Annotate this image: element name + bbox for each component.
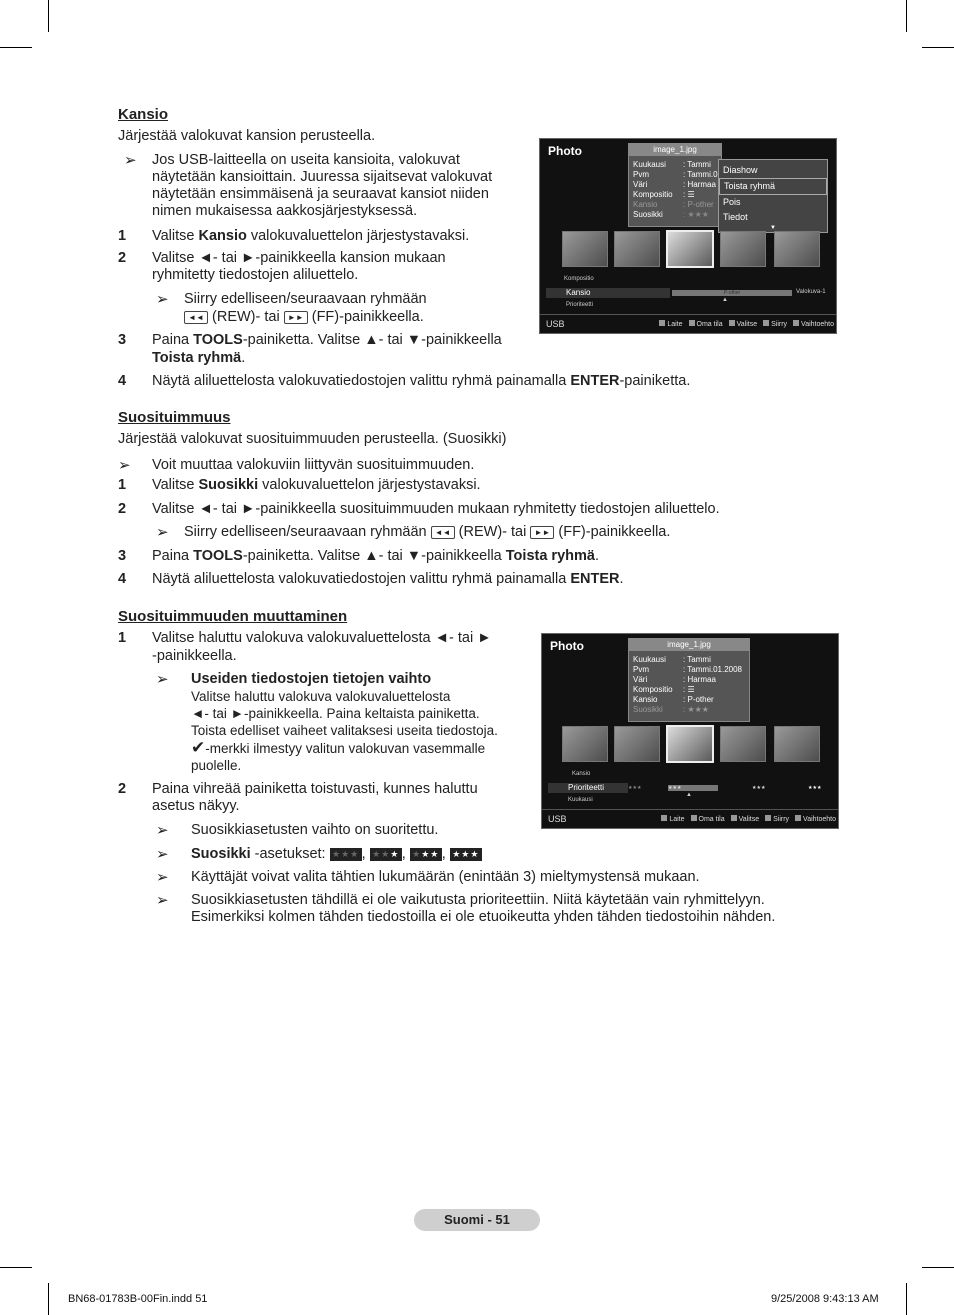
screen-title: Photo [548, 144, 582, 158]
scroll-down-icon: ▼ [770, 225, 776, 231]
sort-option: Kuukausi [568, 797, 593, 803]
checkmark-icon: ✔ [191, 738, 206, 757]
rew-key-icon: ◄◄ [431, 526, 455, 539]
kansio-step4: Näytä aliluettelosta valokuvatiedostojen valittu ryhmä painamalla ENTER-painiketta. [152, 373, 691, 389]
next-group: Valokuva-1 [796, 289, 826, 295]
sub-title: Useiden tiedostojen tietojen vaihto [191, 671, 432, 687]
photo-thumbnail[interactable] [614, 231, 660, 267]
step-number: 1 [118, 228, 127, 244]
suosituimmuus-intro: Järjestää valokuvat suosituimmuuden perusteella. (Suosikki) [118, 431, 507, 447]
star-setting-3: ★★★ [450, 848, 482, 861]
photo-thumbnail[interactable] [562, 231, 608, 267]
note-line: Käyttäjät voivat valita tähtien lukumäärän (enintään 3) mieltymystensä mukaan. [191, 869, 700, 885]
photo-screen-2 [541, 633, 839, 829]
usb-label: USB [548, 814, 567, 824]
note-arrow-icon: ➢ [124, 152, 137, 169]
note-line: Suosikkiasetusten vaihto on suoritettu. [191, 822, 439, 838]
kansio-step2-note: ◄◄ (REW)- tai ►► (FF)-painikkeella. [184, 309, 424, 326]
sub-check-line: ✔-merkki ilmestyy valitun valokuvan vasemmalle [191, 738, 486, 757]
print-datetime: 9/25/2008 9:43:13 AM [771, 1293, 879, 1305]
kansio-intro: Järjestää valokuvat kansion perusteella. [118, 128, 376, 144]
crop-mark [922, 1267, 954, 1268]
note-arrow-icon: ➢ [118, 457, 131, 474]
note-arrow-icon: ➢ [156, 291, 169, 308]
suosituimmuus-step2: Valitse ◄- tai ►-painikkeella suosituimmuuden mukaan ryhmitetty tiedostojen aliluettelo. [152, 501, 720, 517]
sort-selected[interactable]: Kansio [546, 288, 670, 298]
sort-option: Prioriteetti [566, 302, 594, 308]
step-number: 1 [118, 477, 127, 493]
muuttaminen-step2-line: asetus näkyy. [152, 798, 240, 814]
step-number: 2 [118, 501, 127, 517]
photo-thumbnail[interactable] [720, 726, 766, 762]
photo-thumbnail-selected[interactable] [666, 725, 714, 763]
sub-line: Toista edelliset vaiheet valitaksesi useita tiedostoja. [191, 723, 498, 738]
step-number: 2 [118, 250, 127, 266]
crop-mark [0, 1267, 32, 1268]
menu-item-diashow[interactable]: Diashow [723, 165, 758, 175]
photo-screen-1 [539, 138, 837, 334]
step-number: 3 [118, 332, 127, 348]
menu-item-tiedot[interactable]: Tiedot [723, 212, 748, 222]
star-setting-1: ★★★ [370, 848, 402, 861]
note-line: Esimerkiksi kolmen tähden tiedostoilla ei ole etuoikeutta yhden tähden tiedostoihin nähden. [191, 909, 776, 925]
screen-footer [542, 809, 838, 828]
kansio-step3-line2: Toista ryhmä. [152, 350, 246, 366]
file-name: image_1.jpg [629, 639, 749, 651]
star-setting-0: ★★★ [330, 848, 362, 861]
photo-thumbnail[interactable] [774, 231, 820, 267]
ff-key-icon: ►► [284, 311, 308, 324]
sort-option: Kansio [572, 771, 591, 777]
crop-mark [922, 47, 954, 48]
ff-key-icon: ►► [530, 526, 554, 539]
photo-thumbnail[interactable] [774, 726, 820, 762]
photo-thumbnail-selected[interactable] [666, 230, 714, 268]
usb-label: USB [546, 319, 565, 329]
suosituimmuus-step1: Valitse Suosikki valokuvaluettelon järjestystavaksi. [152, 477, 481, 493]
muuttaminen-step2-line: Paina vihreää painiketta toistuvasti, kunnes haluttu [152, 781, 478, 797]
menu-item-pois[interactable]: Pois [723, 197, 741, 207]
muuttaminen-step1-line: Valitse haluttu valokuva valokuvaluettelosta ◄- tai ► [152, 630, 492, 646]
muuttaminen-heading: Suosituimmuuden muuttaminen [118, 608, 348, 625]
crop-mark [48, 1283, 49, 1315]
star-groups: ★★★ ★★★ ★★★ ★★★ [628, 785, 822, 791]
step-number: 1 [118, 630, 127, 646]
group-bar: P-other [672, 290, 792, 296]
note-arrow-icon: ➢ [156, 846, 169, 863]
kansio-step2-line: Valitse ◄- tai ►-painikkeella kansion mukaan [152, 250, 446, 266]
screen-footer [540, 314, 836, 333]
note-arrow-icon: ➢ [156, 671, 169, 688]
note-arrow-icon: ➢ [156, 869, 169, 886]
sub-line: Valitse haluttu valokuva valokuvaluettelosta [191, 689, 451, 704]
suosituimmuus-heading: Suosituimmuus [118, 409, 231, 426]
tools-menu[interactable] [718, 159, 828, 233]
page-number-label: Suomi - 51 [414, 1209, 540, 1231]
suosituimmuus-step3: Paina TOOLS-painiketta. Valitse ▲- tai ▼-painikkeella Toista ryhmä. [152, 548, 599, 564]
menu-item-toista-ryhma[interactable]: Toista ryhmä [719, 178, 827, 195]
crop-mark [0, 47, 32, 48]
sort-selected[interactable]: Prioriteetti [548, 783, 628, 793]
kansio-note-line: näytetään kansioittain. Juuressa sijaitsevat valokuvat [152, 169, 493, 185]
info-panel: image_1.jpg Kuukausi : Tammi Pvm : Tammi.01.2008 Väri : Harmaa Kompositio : ☰ Kansio : P-other Suosikki : ★★★ [628, 638, 750, 722]
kansio-note-line: näytetään ensimmäisenä ja seuraavat kansiot niiden [152, 186, 489, 202]
note-arrow-icon: ➢ [156, 524, 169, 541]
kansio-step2-line: ryhmitetty tiedostojen aliluettelo. [152, 267, 359, 283]
photo-thumbnail[interactable] [614, 726, 660, 762]
kansio-step2-note: Siirry edelliseen/seuraavaan ryhmään [184, 291, 427, 307]
file-name: image_1.jpg [629, 144, 721, 156]
button-legend: Laite Oma tila Valitse Siirry Vaihtoehto [659, 320, 834, 328]
kansio-note-line: nimen mukaisessa aakkosjärjestyksessä. [152, 203, 418, 219]
kansio-note-line: Jos USB-laitteella on useita kansioita, valokuvat [152, 152, 460, 168]
muuttaminen-step1-line: -painikkeella. [152, 648, 237, 664]
note-arrow-icon: ➢ [156, 822, 169, 839]
step-number: 2 [118, 781, 127, 797]
step-number: 4 [118, 571, 127, 587]
star-setting-2: ★★★ [410, 848, 442, 861]
button-legend: Laite Oma tila Valitse Siirry Vaihtoehto [661, 815, 836, 823]
position-marker-icon: ▲ [722, 297, 728, 303]
step-number: 3 [118, 548, 127, 564]
note-arrow-icon: ➢ [156, 892, 169, 909]
crop-mark [906, 0, 907, 32]
suosikki-settings: Suosikki -asetukset: ★★★ , ★★★ , ★★★ , ★★★ [191, 846, 482, 863]
crop-mark [48, 0, 49, 32]
kansio-step3: Paina TOOLS-painiketta. Valitse ▲- tai ▼-painikkeella [152, 332, 502, 348]
note-line: Suosikkiasetusten tähdillä ei ole vaikutusta prioriteettiin. Niitä käytetään vain ryhmittelyyn. [191, 892, 765, 908]
suosituimmuus-step2-note: Siirry edelliseen/seuraavaan ryhmään ◄◄ (REW)- tai ►► (FF)-painikkeella. [184, 524, 671, 540]
rew-key-icon: ◄◄ [184, 311, 208, 324]
crop-mark [906, 1283, 907, 1315]
photo-thumbnail[interactable] [562, 726, 608, 762]
position-marker-icon: ▲ [686, 792, 692, 798]
kansio-step1: Valitse Kansio valokuvaluettelon järjestystavaksi. [152, 228, 470, 244]
kansio-heading: Kansio [118, 106, 169, 123]
screen-title: Photo [550, 639, 584, 653]
print-file-name: BN68-01783B-00Fin.indd 51 [68, 1293, 208, 1305]
info-panel: image_1.jpg Kuukausi : Tammi Pvm : Tammi.0 Väri : Harmaa Kompositio : ☰ Kansio : P-other Suosikki : ★★★ [628, 143, 722, 227]
suosituimmuus-note: Voit muuttaa valokuviin liittyvän suosituimmuuden. [152, 457, 475, 473]
sub-line: puolelle. [191, 758, 242, 773]
step-number: 4 [118, 373, 127, 389]
suosituimmuus-step4: Näytä aliluettelosta valokuvatiedostojen valittu ryhmä painamalla ENTER. [152, 571, 624, 587]
photo-thumbnail[interactable] [720, 231, 766, 267]
sort-option: Kompositio [564, 276, 594, 282]
sub-line: ◄- tai ►-painikkeella. Paina keltaista painiketta. [191, 706, 480, 721]
